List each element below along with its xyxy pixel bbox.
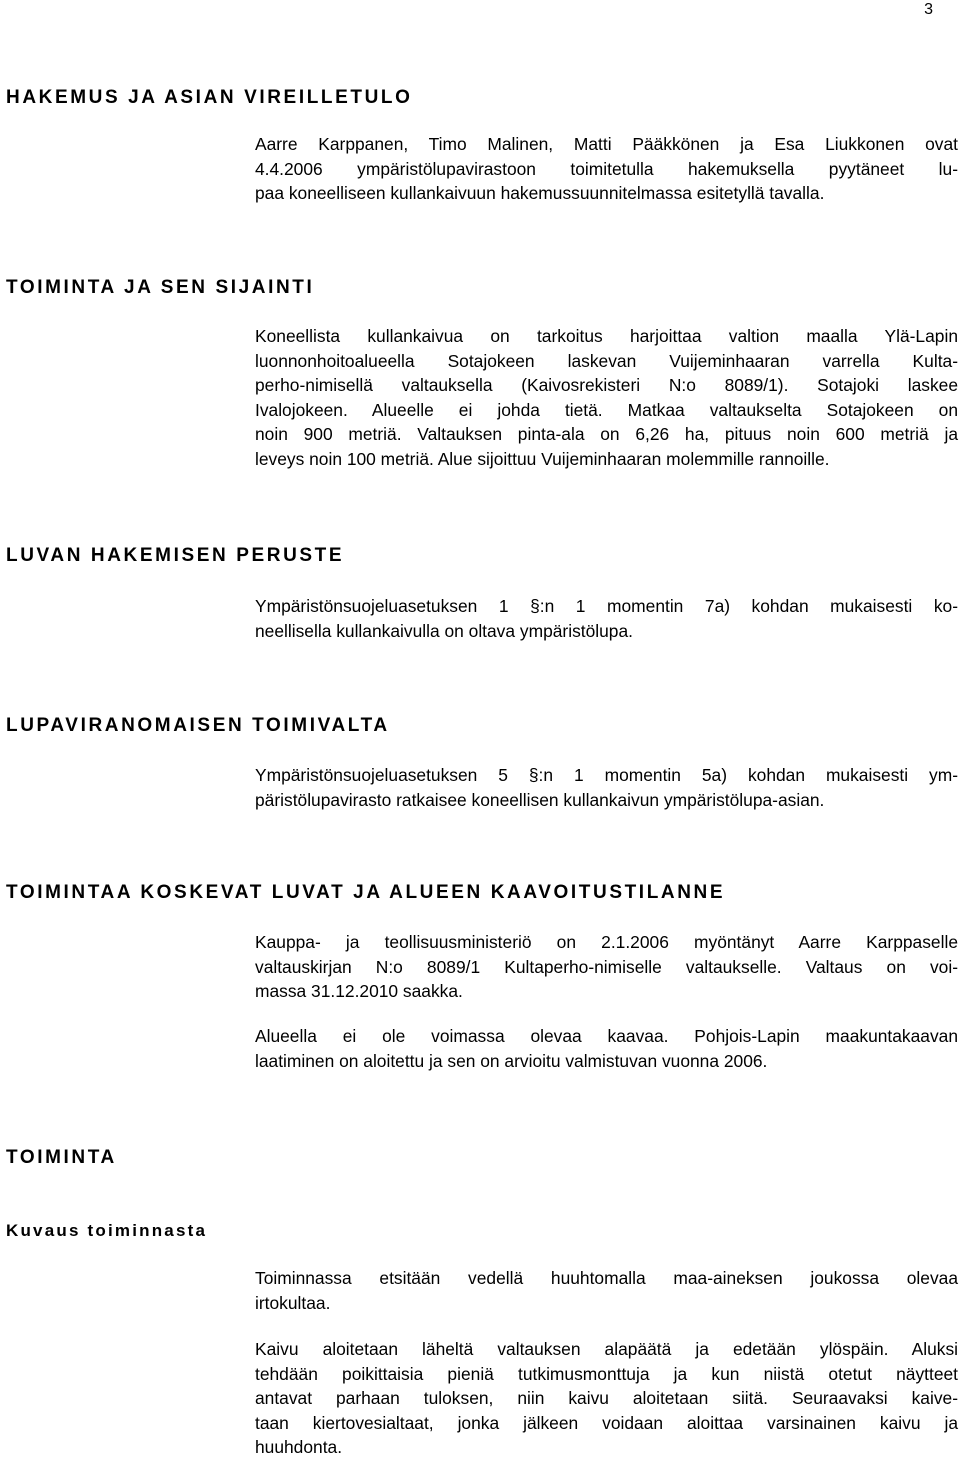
section-heading-lupaviranomaisen-toimivalta: LUPAVIRANOMAISEN TOIMIVALTA <box>6 715 390 736</box>
text-line: taan kiertovesialtaat, jonka jälkeen voidaan aloittaa varsinainen kaivu ja <box>255 1412 958 1433</box>
text-line: massa 31.12.2010 saakka. <box>255 981 463 1001</box>
section-heading-hakemus: HAKEMUS JA ASIAN VIREILLETULO <box>6 87 413 108</box>
page-number: 3 <box>924 1 933 18</box>
text-line: perho-nimisellä valtauksella (Kaivosrekisteri N:o 8089/1). Sotajoki laskee <box>255 375 958 395</box>
paragraph-luvat-1 <box>255 930 958 1004</box>
text-line: irtokultaa. <box>255 1292 331 1313</box>
text-line: Kaivu aloitetaan läheltä valtauksen alapäätä ja edetään ylöspäin. Aluksi <box>255 1339 958 1359</box>
text-line: Ympäristönsuojeluasetuksen 5 §:n 1 momentin 5a) kohdan mukaisesti ym- <box>255 765 958 785</box>
text-line: antavat parhaan tuloksen, niin kaivu aloitetaan siitä. Seuraavaksi kaive- <box>255 1388 958 1408</box>
section-heading-toiminta: TOIMINTA <box>6 1147 117 1168</box>
text-line: Ivalojokeen. Alueelle ei johda tietä. Matkaa valtaukselta Sotajokeen on <box>255 399 958 420</box>
text-line: paa koneelliseen kullankaivuun hakemussuunnitelmassa esitetyllä tavalla. <box>255 183 825 203</box>
section-heading-toiminta-ja-sijainti: TOIMINTA JA SEN SIJAINTI <box>6 277 315 298</box>
text-line: huuhdonta. <box>255 1437 343 1457</box>
subsection-heading-kuvaus-toiminnasta: Kuvaus toiminnasta <box>6 1221 208 1240</box>
paragraph-kuvaus-2 <box>255 1337 958 1460</box>
text-line: 4.4.2006 ympäristölupavirastoon toimitetulla hakemuksella pyytäneet lu- <box>255 158 958 179</box>
text-line: leveys noin 100 metriä. Alue sijoittuu Vuijeminhaaran molemmille rannoille. <box>255 448 830 469</box>
text-line: Kauppa- ja teollisuusministeriö on 2.1.2006 myöntänyt Aarre Karppaselle <box>255 932 958 952</box>
text-line: Alueella ei ole voimassa olevaa kaavaa. Pohjois-Lapin maakuntakaavan <box>255 1026 958 1046</box>
text-line: päristölupavirasto ratkaisee koneellisen kullankaivun ympäristölupa-asian. <box>255 789 825 810</box>
section-heading-luvan-hakemisen-peruste: LUVAN HAKEMISEN PERUSTE <box>6 545 345 566</box>
text-line: Koneellista kullankaivua on tarkoitus harjoittaa valtion maalla Ylä-Lapin <box>255 326 958 346</box>
text-line: valtauskirjan N:o 8089/1 Kultaperho-nimiselle valtaukselle. Valtaus on voi- <box>255 956 958 977</box>
text-line: neellisella kullankaivulla on oltava ympäristölupa. <box>255 620 633 641</box>
paragraph-hakemus <box>255 132 958 206</box>
text-line: noin 900 metriä. Valtauksen pinta-ala on 6,26 ha, pituus noin 600 metriä ja <box>255 424 958 444</box>
paragraph-toiminta-ja-sijainti <box>255 324 958 471</box>
text-line: Aarre Karppanen, Timo Malinen, Matti Pääkkönen ja Esa Liukkonen ovat <box>255 134 958 154</box>
paragraph-kuvaus-1 <box>255 1266 958 1315</box>
text-line: laatiminen on aloitettu ja sen on arvioitu valmistuvan vuonna 2006. <box>255 1050 768 1071</box>
text-line: Toiminnassa etsitään vedellä huuhtomalla maa-aineksen joukossa olevaa <box>255 1268 958 1288</box>
text-line: luonnonhoitoalueella Sotajokeen laskevan Vuijeminhaaran varrella Kulta- <box>255 350 958 371</box>
text-line: Ympäristönsuojeluasetuksen 1 §:n 1 momentin 7a) kohdan mukaisesti ko- <box>255 596 958 616</box>
paragraph-lupaviranomaisen-toimivalta <box>255 763 958 812</box>
paragraph-luvat-2 <box>255 1024 958 1073</box>
text-line: tehdään poikittaisia pieniä tutkimusmonttuja ja kun niistä otetut näytteet <box>255 1363 958 1384</box>
paragraph-luvan-hakemisen-peruste <box>255 594 958 643</box>
section-heading-luvat-ja-kaavoitus: TOIMINTAA KOSKEVAT LUVAT JA ALUEEN KAAVOITUSTILANNE <box>6 882 726 903</box>
